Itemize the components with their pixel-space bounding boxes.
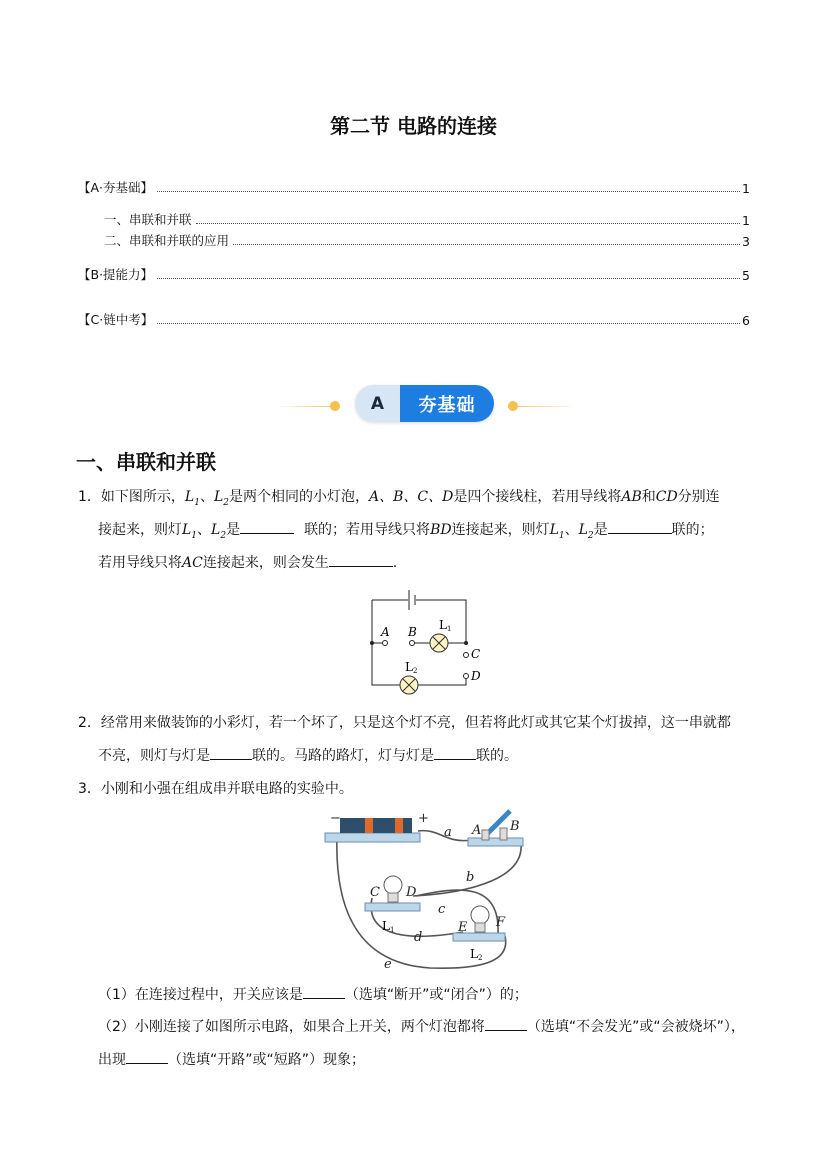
toc-label: 二、串联和并联的应用 (104, 233, 230, 248)
svg-text:B: B (510, 819, 520, 834)
question-2-line-2: 不亮，则灯与灯是 联的。马路的路灯，灯与灯是 联的。 (98, 745, 518, 765)
section-heading: 一、串联和并联 (76, 450, 216, 474)
banner-letter: A (355, 385, 400, 422)
toc-label: 【C·链中考】 (78, 312, 154, 327)
answer-blank[interactable] (608, 519, 672, 534)
svg-text:C: C (370, 885, 380, 900)
answer-blank[interactable] (240, 519, 294, 534)
question-3-part-2: （2）小刚连接了如图所示电路，如果合上开关，两个灯泡都将 （选填“不会发光”或“会被烧坏”）， (98, 1016, 745, 1036)
question-3-part-2-cont: 出现 （选填“开路”或“短路”）现象； (98, 1049, 365, 1069)
svg-text:1: 1 (390, 926, 395, 934)
svg-text:D: D (406, 885, 417, 900)
svg-text:F: F (496, 915, 506, 930)
toc-label: 一、串联和并联 (104, 212, 192, 227)
svg-text:D: D (471, 669, 481, 683)
svg-text:A: A (472, 823, 482, 838)
toc-label: 【A·夯基础】 (78, 180, 154, 195)
bulb-l2-icon (471, 906, 489, 932)
svg-text:e: e (384, 957, 392, 972)
question-2-line-1: 2．经常用来做装饰的小彩灯，若一个坏了，只是这个灯不亮，但若将此灯或其它某个灯拔掉，这一串就都 (78, 715, 731, 731)
svg-text:b: b (466, 870, 475, 885)
svg-text:1: 1 (447, 625, 452, 633)
bulb-l1-icon (384, 876, 402, 902)
svg-text:−: − (330, 811, 341, 826)
banner-line-left (275, 406, 335, 407)
svg-text:c: c (438, 902, 446, 917)
svg-text:a: a (444, 825, 452, 840)
toc-page: 1 (742, 181, 750, 196)
circuit-diagram-1 (360, 585, 500, 695)
lamp-l1-icon (430, 634, 448, 652)
question-3-part-1: （1）在连接过程中，开关应该是 （选填“断开”或“闭合”）的； (98, 984, 528, 1004)
svg-text:L: L (382, 919, 390, 933)
svg-text:L: L (405, 660, 413, 674)
toc-page: 5 (742, 268, 750, 283)
question-1-line-3: 若用导线只将AC连接起来，则会发生 . (98, 552, 397, 572)
question-1-line-2: 接起来，则灯$L_1$、$L_2$是 联的；若用导线只将BD连接起来，则灯$L_1$、$L_2$是 联的； (98, 519, 714, 541)
question-3-line-1: 3．小刚和小强在组成串并联电路的实验中。 (78, 781, 353, 797)
svg-text:L: L (439, 618, 447, 632)
answer-blank[interactable] (434, 745, 476, 760)
banner-line-right (515, 406, 575, 407)
toc-item[interactable] (78, 178, 750, 196)
svg-text:B: B (408, 625, 417, 639)
toc-item[interactable] (78, 265, 750, 283)
circuit-diagram-2 (320, 808, 530, 973)
toc-item[interactable] (104, 210, 750, 228)
svg-text:E: E (458, 920, 468, 935)
svg-text:A: A (381, 625, 390, 639)
toc-item[interactable] (104, 231, 750, 249)
answer-blank[interactable] (485, 1016, 527, 1031)
banner-label: 夯基础 (400, 385, 494, 422)
banner-dot-left (330, 401, 340, 411)
answer-blank[interactable] (126, 1049, 168, 1064)
answer-blank[interactable] (303, 984, 345, 999)
svg-text:2: 2 (478, 954, 483, 962)
answer-blank[interactable] (210, 745, 252, 760)
page-title: 第二节 电路的连接 (330, 114, 497, 138)
svg-text:d: d (414, 930, 423, 945)
svg-text:2: 2 (413, 667, 418, 675)
banner-pill (355, 385, 494, 422)
toc-page: 3 (742, 234, 750, 249)
toc-page: 1 (742, 213, 750, 228)
svg-text:+: + (418, 811, 429, 826)
toc-page: 6 (742, 313, 750, 328)
toc-item[interactable] (78, 310, 750, 328)
answer-blank[interactable] (329, 552, 393, 567)
toc-label: 【B·提能力】 (78, 267, 154, 282)
lamp-l2-icon (400, 676, 418, 694)
question-1-line-1: 1．如下图所示，$L_1$、$L_2$是两个相同的小灯泡，A、B、C、D是四个接线柱，若用导线将AB和CD分别连 (78, 489, 720, 508)
svg-text:L: L (470, 947, 478, 961)
svg-text:C: C (471, 647, 481, 661)
